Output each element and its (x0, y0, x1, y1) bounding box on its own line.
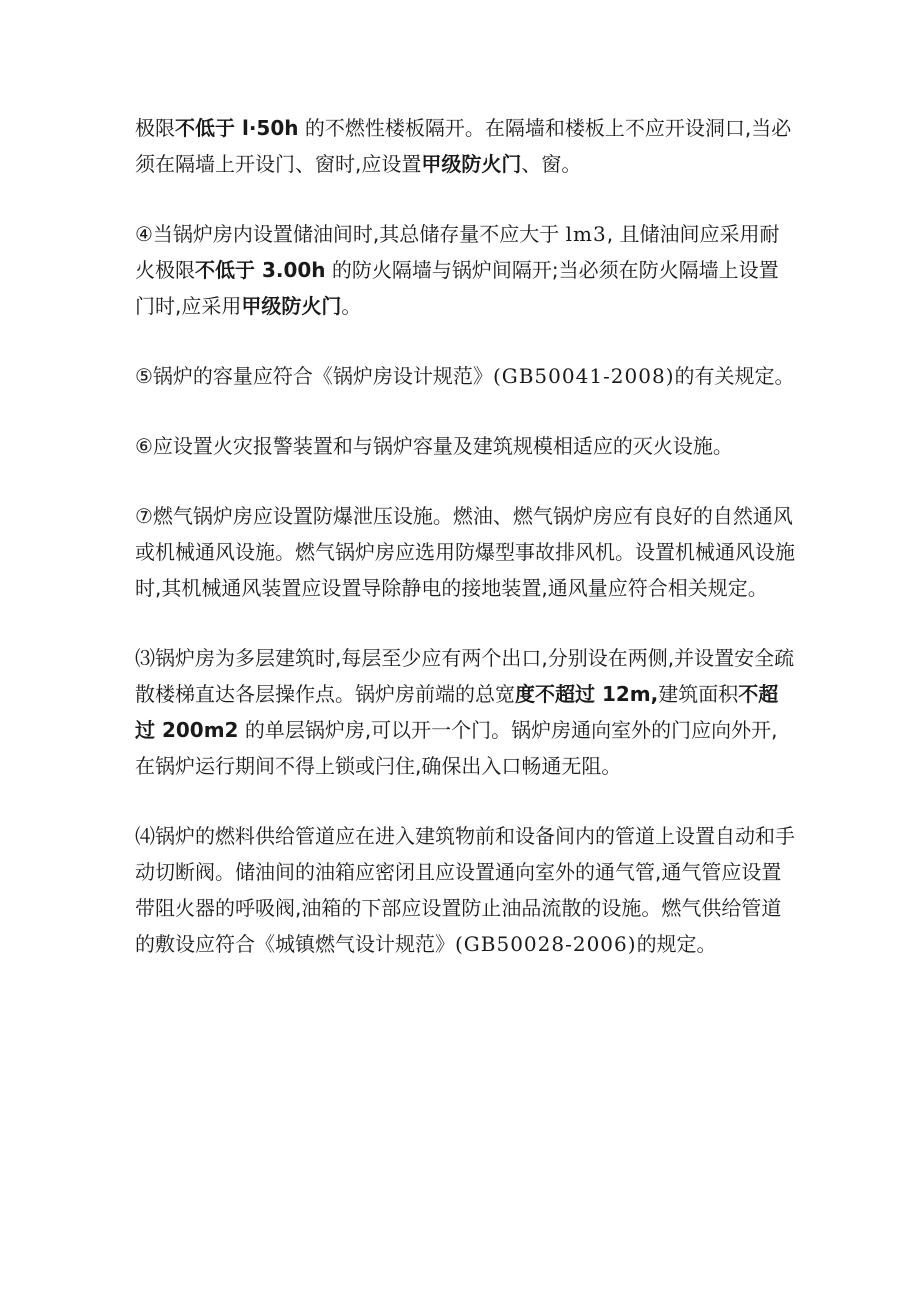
text-segment: 的规定。 (636, 932, 717, 956)
paragraph-explosion-venting (135, 498, 795, 606)
text-segment: 建筑面积 (658, 682, 739, 706)
text-segment: ⑶锅炉房为多层建筑时,每层至少应有两个出口,分别设在两侧,并设置安全疏散楼梯直达各层操作点。锅炉房前端的总宽 (135, 646, 795, 706)
text-segment: ④当锅炉房内设置储油间时,其总储存量不应大于 (135, 222, 566, 246)
text-segment-bold: 不低于 3.00h (195, 258, 326, 282)
text-segment-bold: 甲级防火门 (241, 294, 342, 318)
text-segment-mono: (GB50028-2006) (455, 932, 637, 956)
text-segment: , 且储油间应采用耐火极限 (135, 222, 780, 282)
paragraph-exits (135, 640, 795, 784)
text-segment: 。 (341, 294, 362, 318)
text-segment: 的单层锅炉房,可以开一个门。锅炉房通向室外的门应向外开,在锅炉运行期间不得上锁或闩住,确保出入口畅通无阻。 (135, 718, 778, 778)
text-segment-bold: 甲级防火门 (421, 152, 522, 176)
text-segment-mono: lm3 (565, 222, 607, 246)
text-segment: 的有关规定。 (674, 364, 795, 388)
text-segment: ⑥应设置火灾报警装置和与锅炉容量及建筑规模相适应的灭火设施。 (135, 434, 733, 458)
document-page (135, 110, 795, 996)
paragraph-fire-alarm (135, 428, 795, 464)
text-segment: ⑦燃气锅炉房应设置防爆泄压设施。燃油、燃气锅炉房应有良好的自然通风或机械通风设施。燃气锅炉房应选用防爆型事故排风机。设置机械通风设施时,其机械通风装置应设置导除静电的接地装置,通风量应符合相关规定。 (135, 504, 795, 600)
text-segment-bold: 不低于 l·50h (175, 116, 299, 140)
text-segment: ⑷锅炉的燃料供给管道应在进入建筑物前和设备间内的管道上设置自动和手动切断阀。储油间的油箱应密闭且应设置通向室外的通气管,通气管应设置带阻火器的呼吸阀,油箱的下部应设置防止油品流散的设施。燃气供给管道的敷设应符合《城镇燃气设计规范》 (135, 824, 795, 956)
text-segment: 的不燃性楼板隔开。在隔墙和楼板上不应开设洞口,当必须在隔墙上开设门、窗时,应设置 (135, 116, 792, 176)
text-segment: 的防火隔墙与锅炉间隔开;当必须在防火隔墙上设置门时,应采用 (135, 258, 779, 318)
text-segment: 、窗。 (521, 152, 582, 176)
text-segment: ⑤锅炉的容量应符合《锅炉房设计规范》 (135, 364, 493, 388)
text-segment-mono: (GB50041-2008) (492, 364, 675, 388)
paragraph-fire-separation (135, 110, 795, 182)
text-segment: 极限 (135, 116, 175, 140)
paragraph-fuel-supply (135, 818, 795, 962)
paragraph-boiler-capacity (135, 358, 795, 394)
paragraph-oil-storage (135, 216, 795, 324)
text-segment-bold: 不超过 200m2 (135, 682, 779, 742)
text-segment-bold: 度不超过 12m, (515, 682, 659, 706)
